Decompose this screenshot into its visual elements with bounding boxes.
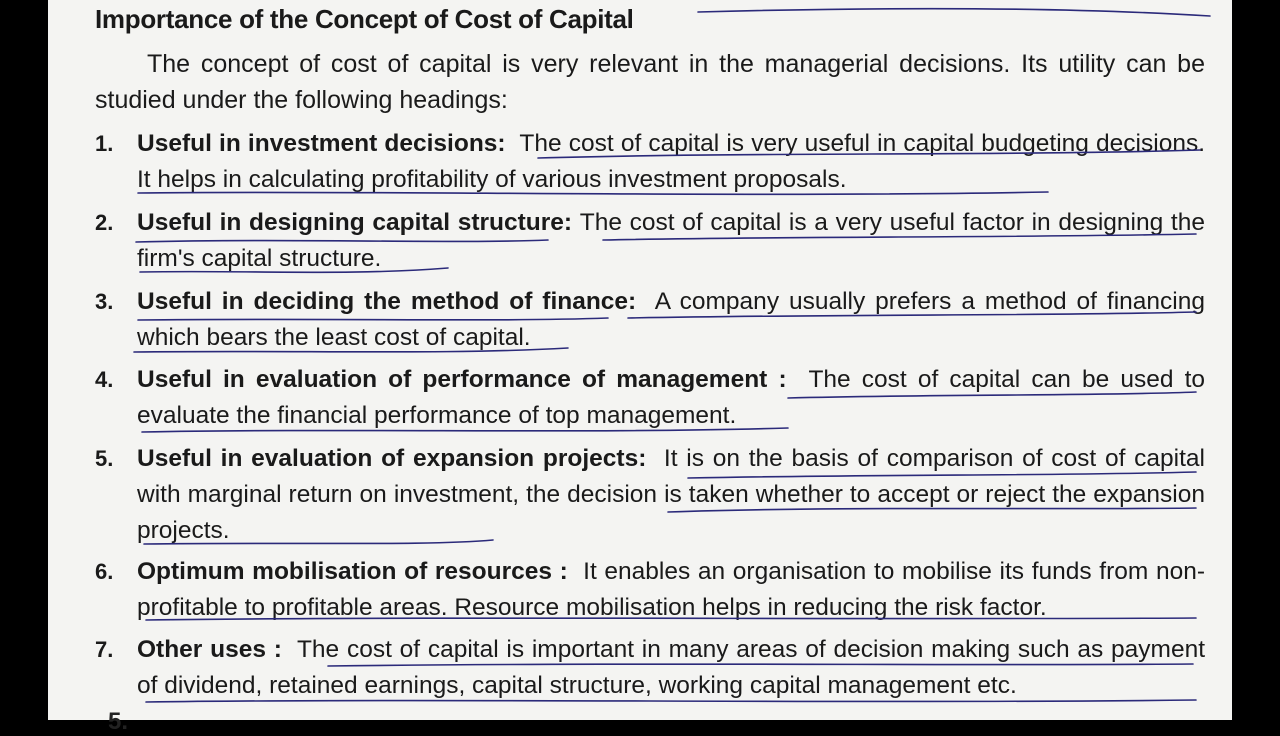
- list-item: [95, 126, 1205, 198]
- item-title: Optimum mobilisation of resources :: [137, 558, 568, 585]
- item-title: Useful in investment decisions:: [137, 130, 506, 157]
- item-number: 6.: [95, 559, 114, 584]
- item-text: The cost of capital is a very useful factor in designing the firm's capital structure.: [137, 209, 1205, 272]
- item-body: [137, 362, 1205, 434]
- item-number: 1.: [95, 131, 114, 156]
- item-text: It enables an organisation to mobilise its funds from non-profitable to profitable areas. Resource mobilisation helps in reducing the risk factor.: [137, 558, 1205, 621]
- list-item: [95, 362, 1205, 434]
- item-text: A company usually prefers a method of financing which bears the least cost of capital.: [137, 288, 1205, 351]
- item-body: [137, 554, 1205, 626]
- item-text: The cost of capital is very useful in capital budgeting decisions. It helps in calculating profitability of various investment proposals.: [137, 130, 1206, 193]
- item-number: 3.: [95, 289, 114, 314]
- list-item: [95, 205, 1205, 277]
- item-title: Useful in designing capital structure:: [137, 209, 573, 236]
- item-body: [137, 441, 1205, 549]
- intro-paragraph: The concept of cost of capital is very relevant in the managerial decisions. Its utility can be studied under the following headings:: [95, 50, 1205, 114]
- pen-stroke: [698, 9, 1210, 16]
- item-text: The cost of capital is important in many areas of decision making such as payment of dividend, retained earnings, capital structure, working capital management etc.: [137, 636, 1206, 699]
- item-title: Useful in evaluation of performance of management :: [137, 366, 787, 393]
- item-body: [137, 126, 1205, 198]
- item-text: It is on the basis of comparison of cost of capital with marginal return on investment, the decision is taken whether to accept or reject the expansion projects.: [137, 445, 1205, 544]
- item-title: Useful in evaluation of expansion projects:: [137, 445, 647, 472]
- item-number: 5.: [95, 446, 114, 471]
- item-text: The cost of capital can be used to evaluate the financial performance of top management.: [137, 366, 1206, 429]
- item-number: 4.: [95, 367, 114, 392]
- item-body: [137, 205, 1205, 277]
- list-item: [95, 441, 1205, 549]
- item-number: 7.: [95, 637, 114, 662]
- item-title: Other uses :: [137, 636, 282, 663]
- item-body: [137, 632, 1205, 704]
- document-page: [48, 0, 1232, 735]
- item-title: Useful in deciding the method of finance:: [137, 288, 637, 315]
- list-item: [95, 554, 1205, 626]
- list-item: [95, 632, 1205, 704]
- list-item: [95, 284, 1205, 356]
- item-body: [137, 284, 1205, 356]
- page-heading: Importance of the Concept of Cost of Capital: [95, 4, 634, 34]
- item-number: 2.: [95, 210, 114, 235]
- cutoff-line: 5.: [108, 708, 129, 735]
